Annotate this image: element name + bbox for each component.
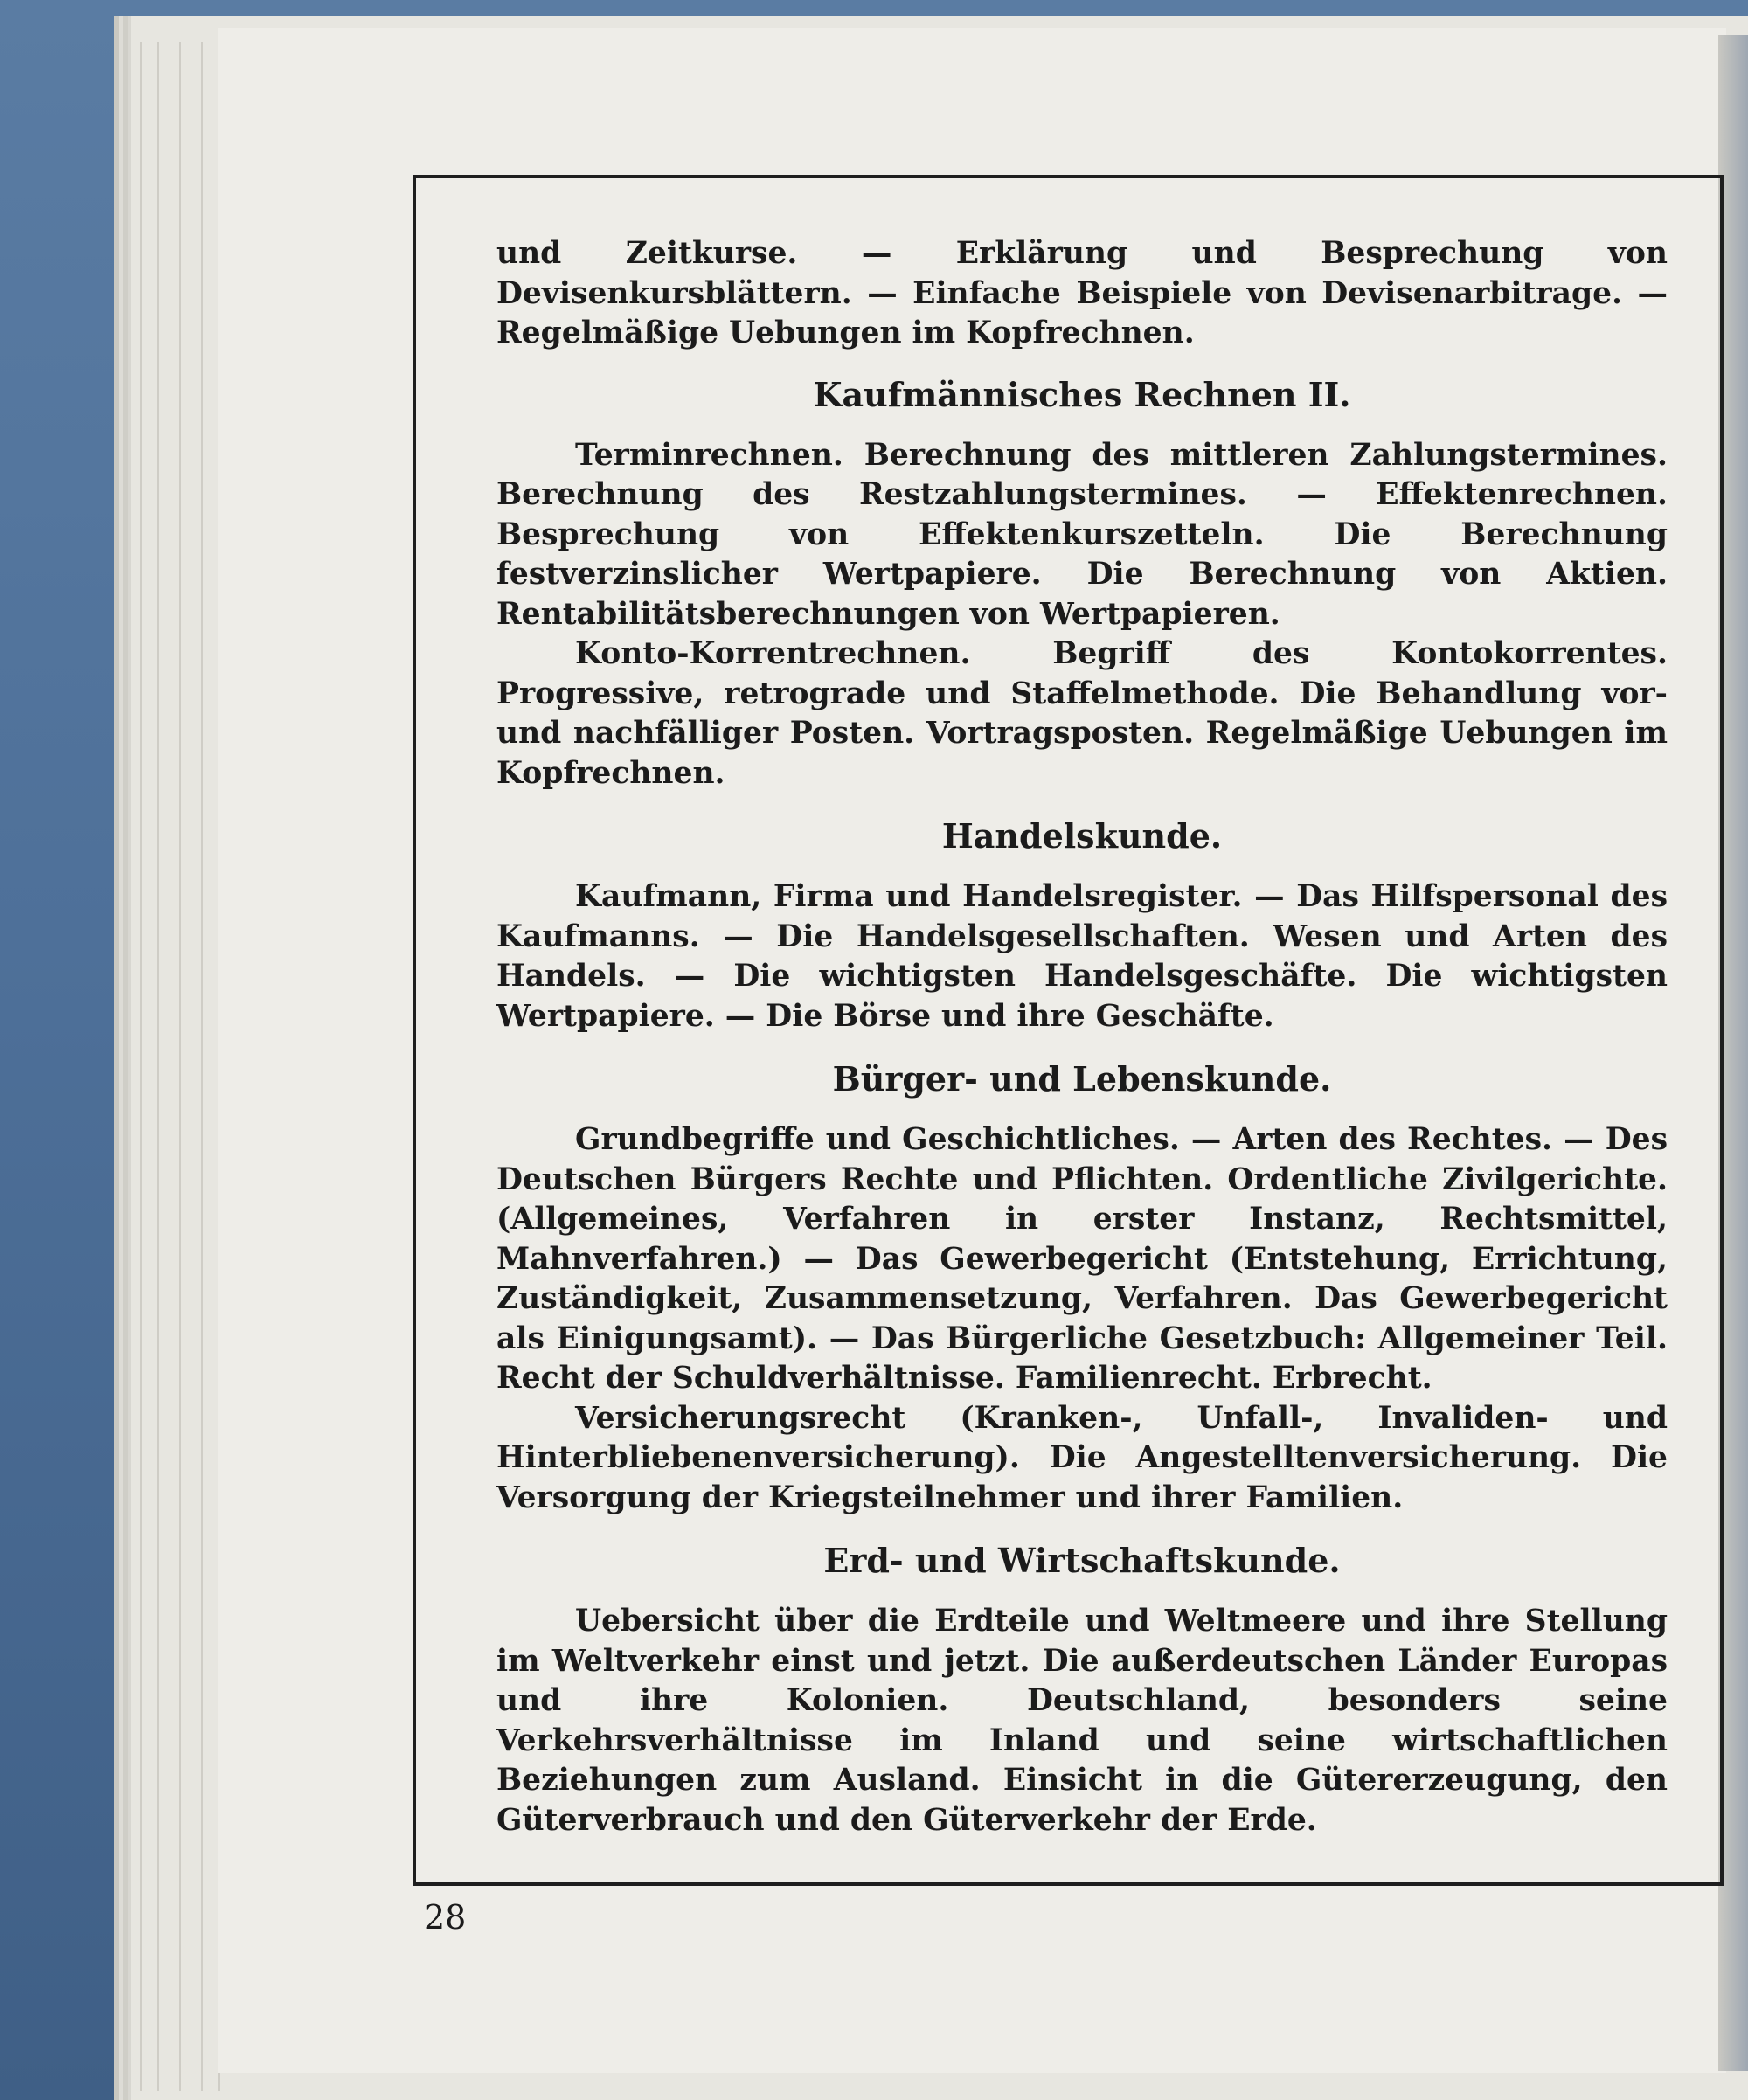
section-heading: Bürger- und Lebenskunde.	[832, 1059, 1332, 1099]
section-paragraph: Uebersicht über die Erdteile und Weltmeere und ihre Stellung im Weltverkehr einst und jetzt. Die außerdeutschen Länder Europas und ihre Kolonien. Deutschland, besonders seine Verkehrsverhältnisse im Inland und seine wirtschaftlichen Beziehungen zum Ausland. Einsicht in die Gütererzeugung, den Güterverbrauch und den Güterverkehr der Erde.	[496, 1604, 1668, 1838]
section-paragraph: Grundbegriffe und Geschichtliches. — Arten des Rechtes. — Des Deutschen Bürgers Rechte und Pflichten. Ordentliche Zivilgerichte. (Allgemeines, Verfahren in erster Instanz, Rechtsmittel, Mahnverfahren.) — Das Gewerbegericht (Entstehung, Errichtung, Zuständigkeit, Zusammensetzung, Verfahren. Das Gewerbegericht als Einigungsamt). — Das Bürgerliche Gesetzbuch: Allgemeiner Teil. Recht der Schuldverhältnisse. Familienrecht. Erbrecht.	[496, 1122, 1668, 1396]
page-number: 28	[424, 1898, 467, 1937]
section-paragraph: Konto-Korrentrechnen. Begriff des Kontokorrentes. Progressive, retrograde und Staffelmethode. Die Behandlung vor- und nachfälliger Posten. Vortragsposten. Regelmäßige Uebungen im Kopfrechnen.	[496, 636, 1668, 791]
section-heading: Handelskunde.	[941, 816, 1223, 856]
section-paragraph: Terminrechnen. Berechnung des mittleren Zahlungstermines. Berechnung des Restzahlungstermines. — Effektenrechnen. Besprechung von Effektenkurszetteln. Die Berechnung festverzinslicher Wertpapiere. Die Berechnung von Aktien. Rentabilitätsberechnungen von Wertpapieren.	[496, 437, 1668, 632]
intro-paragraph: und Zeitkurse. — Erklärung und Besprechung von Devisenkursblättern. — Einfache Beispiele von Devisenarbitrage. — Regelmäßige Uebungen im Kopfrechnen.	[496, 236, 1668, 350]
section-paragraph: Kaufmann, Firma und Handelsregister. — Das Hilfspersonal des Kaufmanns. — Die Handelsgesellschaften. Wesen und Arten des Handels. — Die wichtigsten Handelsgeschäfte. Die wichtigsten Wertpapiere. — Die Börse und ihre Geschäfte.	[496, 879, 1668, 1034]
section-handelskunde	[496, 814, 1668, 1036]
section-kaufmaennisches-rechnen	[496, 373, 1668, 794]
page-content	[496, 234, 1668, 1840]
section-erd-wirtschaftskunde	[496, 1539, 1668, 1840]
section-paragraph: Versicherungsrecht (Kranken-, Unfall-, Invaliden- und Hinterbliebenenversicherung). Die Angestelltenversicherung. Die Versorgung der Kriegsteilnehmer und ihrer Familien.	[496, 1400, 1668, 1515]
section-buerger-lebenskunde	[496, 1057, 1668, 1518]
section-heading: Kaufmännisches Rechnen II.	[813, 374, 1351, 414]
section-heading: Erd- und Wirtschaftskunde.	[823, 1541, 1341, 1580]
